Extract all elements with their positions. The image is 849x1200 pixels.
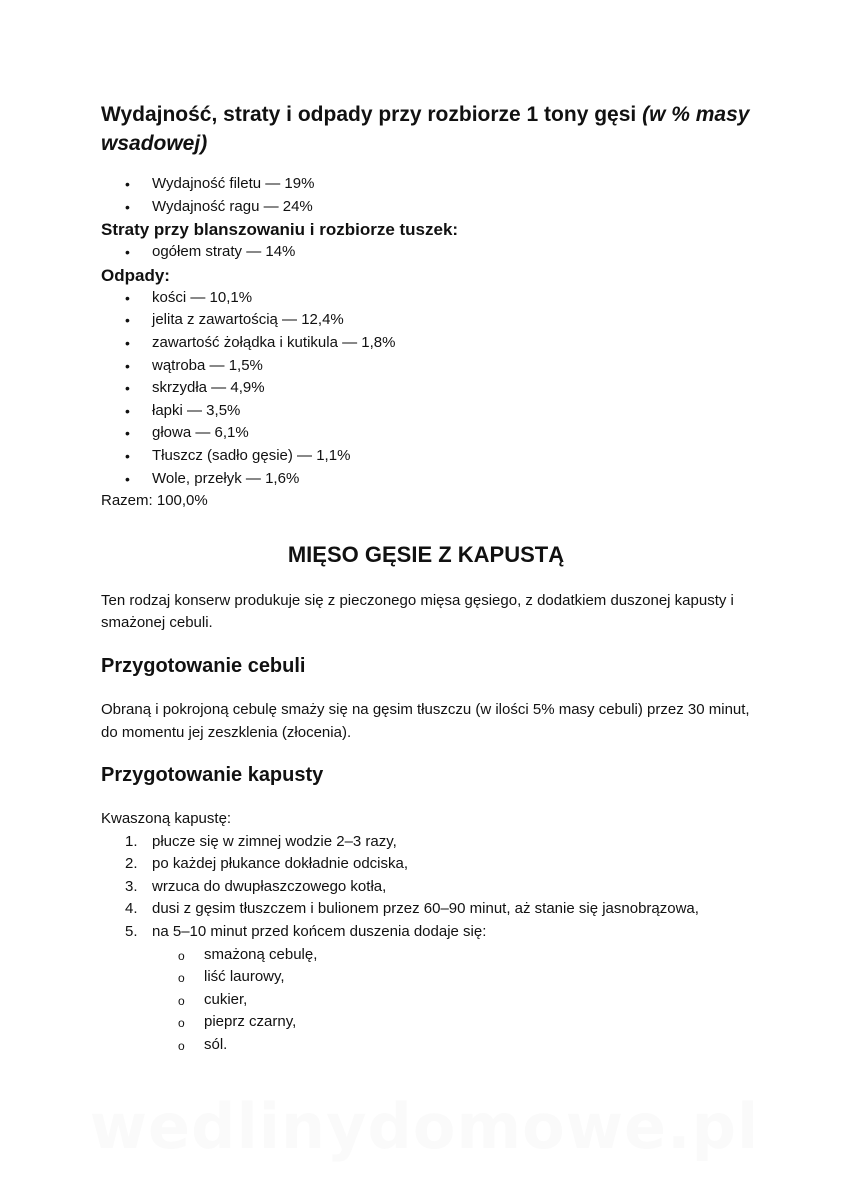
step-item <box>101 898 751 921</box>
step-number: 3. <box>125 877 138 895</box>
list-item: • Wydajność filetu — 19% <box>101 173 751 196</box>
list-item: • Tłuszcz (sadło gęsie) — 1,1% <box>101 445 751 468</box>
section-heading-main: Wydajność, straty i odpady przy rozbiorze 1 tony gęsi <box>101 103 643 126</box>
addition-item: o liść laurowy, <box>101 966 751 989</box>
recipe-intro: Ten rodzaj konserw produkuje się z pieczonego mięsa gęsiego, z dodatkiem duszonej kapusty i smażonej cebuli. <box>101 591 734 632</box>
step-item <box>101 876 751 899</box>
list-item: • wątroba — 1,5% <box>101 355 751 378</box>
addition-item: o cukier, <box>101 989 751 1012</box>
step-text: płucze się w zimnej wodzie 2–3 razy, <box>152 832 397 850</box>
onion-text: Obraną i pokrojoną cebulę smaży się na gęsim tłuszczu (w ilości 5% masy cebuli) przez 30 minut, do momentu jej zeszklenia (złocenia). <box>101 700 750 741</box>
losses-heading: Straty przy blanszowaniu i rozbiorze tuszek: <box>101 220 459 240</box>
step-number: 4. <box>125 900 138 918</box>
step-text: na 5–10 minut przed końcem duszenia dodaje się: <box>152 923 487 941</box>
list-item: • skrzydła — 4,9% <box>101 377 751 400</box>
step-text: wrzuca do dwupłaszczowego kotła, <box>152 877 387 895</box>
recipe-title: MIĘSO GĘSIE Z KAPUSTĄ <box>287 541 565 567</box>
list-item: • kości — 10,1% <box>101 287 751 310</box>
step-text: dusi z gęsim tłuszczem i bulionem przez 60–90 minut, aż stanie się jasnobrązowa, <box>152 900 699 918</box>
addition-item: o pieprz czarny, <box>101 1011 751 1034</box>
cabbage-intro: Kwaszoną kapustę: <box>101 810 232 828</box>
section-heading-italic: (w % masy wsadowej) <box>101 103 750 155</box>
cabbage-heading: Przygotowanie kapusty <box>101 764 324 787</box>
list-item: • zawartość żołądka i kutikula — 1,8% <box>101 332 751 355</box>
list-item: • Wydajność ragu — 24% <box>101 196 751 219</box>
section-heading <box>101 100 751 158</box>
addition-item: o sól. <box>101 1034 751 1057</box>
step-item <box>101 921 751 944</box>
step-text: po każdej płukance dokładnie odciska, <box>152 855 409 873</box>
list-item: • Wole, przełyk — 1,6% <box>101 468 751 491</box>
step-number: 5. <box>125 923 138 941</box>
waste-heading: Odpady: <box>101 265 170 285</box>
onion-heading: Przygotowanie cebuli <box>101 654 306 677</box>
waste-list <box>101 287 751 490</box>
addition-item: o smażoną cebulę, <box>101 944 751 967</box>
cabbage-steps <box>101 831 751 944</box>
list-item: • jelita z zawartością — 12,4% <box>101 309 751 332</box>
losses-list <box>101 241 751 264</box>
step-item <box>101 831 751 854</box>
step-number: 2. <box>125 855 138 873</box>
list-item: • głowa — 6,1% <box>101 422 751 445</box>
additions-list <box>101 944 751 1057</box>
document-page <box>101 100 751 1057</box>
yield-list <box>101 173 751 218</box>
list-item: • łapki — 3,5% <box>101 400 751 423</box>
step-item <box>101 853 751 876</box>
list-item: • ogółem straty — 14% <box>101 241 751 264</box>
watermark: wedlinydomowe.pl <box>89 1090 760 1163</box>
step-number: 1. <box>125 832 138 850</box>
total-line: Razem: 100,0% <box>101 492 208 510</box>
